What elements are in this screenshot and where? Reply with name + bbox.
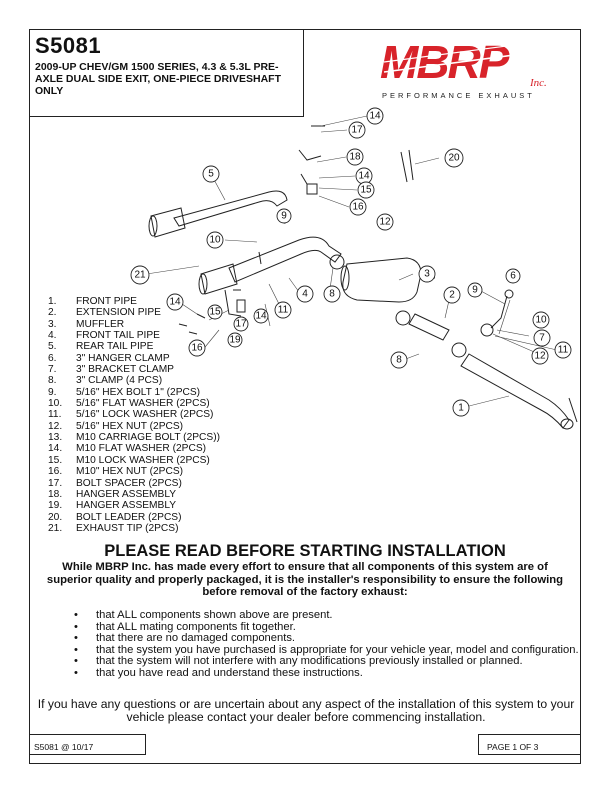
extension-pipe	[409, 314, 449, 340]
install-intro: While MBRP Inc. has made every effort to ensure that all components of this system are of superior quality and properly packaged, it is the installer's responsibility to ensure the following before removal of the factory exhaust:	[46, 561, 564, 598]
part-number-label: 10.	[48, 398, 63, 410]
callout-10a: 10	[209, 234, 221, 246]
callout-11a: 11	[277, 304, 289, 316]
part-name: FRONT PIPE	[76, 296, 137, 307]
part-number-label: 14.	[48, 443, 63, 455]
callout-18: 18	[349, 151, 361, 163]
part-name: 5/16" FLAT WASHER (2PCS)	[76, 398, 210, 410]
parts-list-item	[48, 478, 220, 489]
parts-list-item	[48, 512, 220, 523]
part-name: FRONT TAIL PIPE	[76, 330, 160, 342]
checklist-item: • that you have read and understand these instructions.	[72, 668, 582, 680]
checklist-item: • that ALL components shown above are present.	[72, 610, 582, 622]
callout-15a: 15	[360, 184, 372, 196]
part-name: MUFFLER	[76, 318, 125, 330]
part-name: EXTENSION PIPE	[76, 307, 161, 319]
part-name: M10" HEX NUT (2PCS)	[76, 466, 184, 478]
callout-7: 7	[539, 332, 545, 344]
part-number-label: 9.	[48, 386, 57, 398]
part-name: 5/16" LOCK WASHER (2PCS)	[76, 409, 214, 421]
callout-8a: 8	[329, 288, 335, 300]
doc-reference: S5081 @ 10/17	[29, 734, 146, 755]
callout-1: 1	[458, 402, 464, 414]
muffler	[343, 258, 421, 302]
part-number-label: 4.	[48, 330, 57, 342]
checklist-item: • that ALL mating components fit together.	[72, 622, 582, 634]
callout-10b: 10	[535, 314, 547, 326]
parts-list-item	[48, 398, 220, 409]
callout-16a: 16	[352, 201, 364, 213]
callout-17b: 17	[235, 318, 247, 330]
parts-list-item	[48, 319, 220, 330]
logo-suffix: Inc.	[530, 77, 547, 89]
parts-list-item	[48, 364, 220, 375]
part-number-label: 19.	[48, 500, 63, 512]
parts-list-item	[48, 455, 220, 466]
callout-9b: 9	[472, 284, 478, 296]
parts-list-item	[48, 330, 220, 341]
callout-5: 5	[208, 168, 214, 180]
part-name: HANGER ASSEMBLY	[76, 500, 177, 512]
part-name: M10 LOCK WASHER (2PCS)	[76, 454, 210, 466]
part-name: 3" HANGER CLAMP	[76, 352, 170, 364]
part-name: M10 FLAT WASHER (2PCS)	[76, 443, 207, 455]
part-name: REAR TAIL PIPE	[76, 341, 154, 353]
callout-21: 21	[134, 269, 146, 281]
part-number-label: 8.	[48, 375, 57, 387]
part-number-label: 17.	[48, 477, 63, 489]
parts-list-item	[48, 523, 220, 534]
part-number-label: 12.	[48, 420, 63, 432]
part-name: EXHAUST TIP (2PCS)	[76, 522, 179, 534]
rear-tail-pipe	[174, 191, 287, 226]
parts-list-item	[48, 489, 220, 500]
logo-tagline: PERFORMANCE EXHAUST	[382, 91, 535, 100]
mbrp-logo	[378, 36, 578, 98]
page-number: PAGE 1 OF 3	[478, 734, 581, 755]
part-number-label: 15.	[48, 454, 63, 466]
callout-9a: 9	[281, 210, 287, 222]
parts-list-item	[48, 375, 220, 386]
callout-8b: 8	[396, 354, 402, 366]
parts-list-item	[48, 500, 220, 511]
install-checklist	[72, 610, 582, 680]
part-name: HANGER ASSEMBLY	[76, 488, 177, 500]
parts-list-item	[48, 443, 220, 454]
part-number-label: 18.	[48, 488, 63, 500]
callout-15b: 15	[209, 306, 221, 318]
part-number-label: 1.	[48, 296, 57, 307]
part-name: BOLT SPACER (2PCS)	[76, 477, 182, 489]
callout-12a: 12	[379, 216, 391, 228]
part-number-label: 3.	[48, 318, 57, 330]
part-name: M10 CARRIAGE BOLT (2PCS))	[76, 432, 220, 444]
callout-3: 3	[424, 268, 430, 280]
part-number-label: 6.	[48, 352, 57, 364]
callout-6: 6	[510, 270, 516, 282]
install-heading: PLEASE READ BEFORE STARTING INSTALLATION	[104, 542, 506, 560]
parts-list-item	[48, 421, 220, 432]
parts-list-item	[48, 307, 220, 318]
part-number-label: 7.	[48, 364, 57, 376]
checklist-item: • that there are no damaged components.	[72, 633, 582, 645]
callout-13b: 14	[255, 310, 267, 322]
callout-19: 19	[229, 334, 241, 346]
product-description: 2009-UP CHEV/GM 1500 SERIES, 4.3 & 5.3L PRE-AXLE DUAL SIDE EXIT, ONE-PIECE DRIVESHAFT ONLY	[35, 61, 282, 97]
part-name: 5/16" HEX NUT (2PCS)	[76, 420, 184, 432]
callout-20: 20	[448, 152, 460, 164]
part-number-label: 13.	[48, 432, 63, 444]
front-tail-pipe	[229, 237, 341, 282]
part-number-label: 2.	[48, 307, 57, 319]
callout-16b: 16	[191, 342, 203, 354]
part-number-label: 5.	[48, 341, 57, 353]
part-name: BOLT LEADER (2PCS)	[76, 511, 182, 523]
checklist-item: • that the system will not interfere with any modifications previously installed or planned.	[72, 656, 582, 668]
callout-13a: 14	[369, 110, 381, 122]
callout-4: 4	[302, 288, 308, 300]
callout-12b: 12	[534, 350, 546, 362]
parts-list-item	[48, 466, 220, 477]
part-name: 3" BRACKET CLAMP	[76, 364, 174, 376]
parts-list-item	[48, 341, 220, 352]
callout-2: 2	[449, 289, 455, 301]
checklist-item: • that the system you have purchased is appropriate for your vehicle year, model and configuration.	[72, 645, 582, 657]
part-name: 5/16" HEX BOLT 1" (2PCS)	[76, 386, 201, 398]
part-number-label: 16.	[48, 466, 63, 478]
parts-list	[48, 296, 220, 534]
parts-list-item	[48, 387, 220, 398]
part-number-label: 21.	[48, 522, 63, 534]
part-number-label: 20.	[48, 511, 63, 523]
parts-list-item	[48, 296, 220, 307]
part-number-label: 11.	[48, 409, 62, 421]
part-name: 3" CLAMP (4 PCS)	[76, 375, 163, 387]
callout-17a: 17	[351, 124, 363, 136]
parts-list-item	[48, 432, 220, 443]
callout-11b: 11	[557, 344, 569, 356]
callout-14a: 14	[358, 170, 370, 182]
parts-list-item	[48, 353, 220, 364]
closing-note: If you have any questions or are uncertain about any aspect of the installation of this system to your vehicle please contact your dealer before commencing installation.	[37, 697, 575, 725]
front-pipe	[461, 354, 569, 428]
parts-list-item	[48, 409, 220, 420]
part-number: S5081	[35, 33, 102, 58]
logo-brand: MBRP	[380, 36, 508, 88]
callout-14b: 14	[169, 296, 181, 308]
